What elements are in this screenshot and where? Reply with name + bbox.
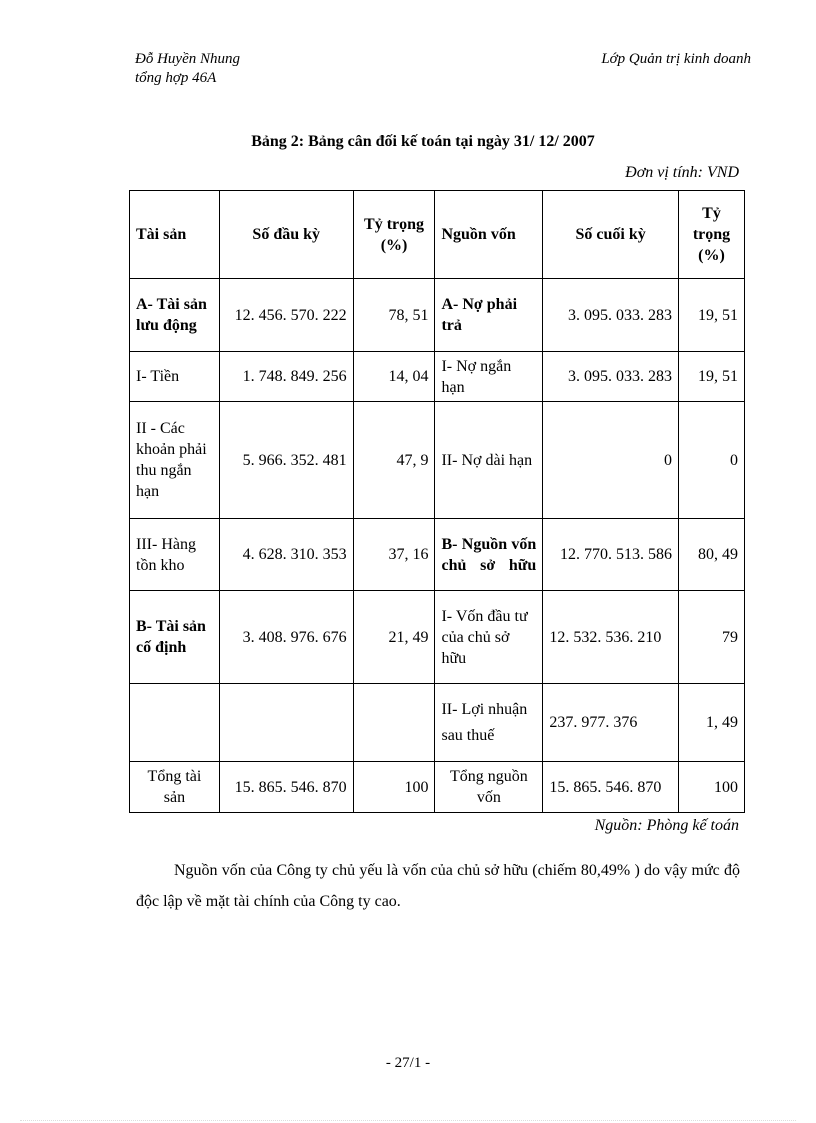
cell-ratio1: 47, 9 (353, 402, 435, 519)
cell-asset (130, 684, 220, 762)
cell-capital: II- Lợi nhuận sau thuế (435, 684, 543, 762)
cell-capital: I- Nợ ngắn hạn (435, 352, 543, 402)
cell-closing: 12. 532. 536. 210 (543, 591, 679, 684)
page-number: - 27/1 - (385, 1055, 431, 1071)
cell-ratio2: 79 (679, 591, 745, 684)
cell-ratio2: 80, 49 (679, 519, 745, 591)
cell-opening: 4. 628. 310. 353 (219, 519, 353, 591)
header-closing: Số cuối kỳ (543, 191, 679, 279)
balance-sheet-table (129, 190, 745, 813)
cell-ratio1: 37, 16 (353, 519, 435, 591)
cell-ratio1: 100 (353, 762, 435, 813)
cell-capital: A- Nợ phải trả (435, 279, 543, 352)
table-row (130, 352, 745, 402)
table-row (130, 279, 745, 352)
paragraph-text: Nguồn vốn của Công ty chủ yếu là vốn của chủ sở hữu (chiếm 80,49% ) do vậy mức độ độc lập về mặt tài chính của Công ty cao. (136, 862, 740, 910)
table-title: Bảng 2: Bảng cân đối kế toán tại ngày 31/ 12/ 2007 (251, 133, 595, 150)
cell-ratio1: 14, 04 (353, 352, 435, 402)
cell-ratio2: 100 (679, 762, 745, 813)
header-class: Lớp Quản trị kinh doanh (601, 51, 751, 67)
cell-closing: 15. 865. 546. 870 (543, 762, 679, 813)
table-row (130, 684, 745, 762)
cell-closing: 3. 095. 033. 283 (543, 352, 679, 402)
cell-ratio2: 19, 51 (679, 279, 745, 352)
body-paragraph (136, 855, 740, 917)
header-opening: Số đầu kỳ (219, 191, 353, 279)
cell-asset: II - Các khoản phải thu ngắn hạn (130, 402, 220, 519)
cell-capital: II- Nợ dài hạn (435, 402, 543, 519)
header-author (135, 50, 240, 88)
header-assets: Tài sản (130, 191, 220, 279)
cell-closing: 237. 977. 376 (543, 684, 679, 762)
cell-closing: 3. 095. 033. 283 (543, 279, 679, 352)
cell-asset: B- Tài sản cố định (130, 591, 220, 684)
cell-opening: 15. 865. 546. 870 (219, 762, 353, 813)
cell-asset: A- Tài sản lưu động (130, 279, 220, 352)
cell-ratio1 (353, 684, 435, 762)
page-footer-line (20, 1120, 796, 1121)
cell-ratio2: 19, 51 (679, 352, 745, 402)
cell-opening: 3. 408. 976. 676 (219, 591, 353, 684)
cell-opening: 1. 748. 849. 256 (219, 352, 353, 402)
cell-opening (219, 684, 353, 762)
table-row (130, 402, 745, 519)
cell-capital: I- Vốn đầu tư của chủ sở hữu (435, 591, 543, 684)
cell-closing: 12. 770. 513. 586 (543, 519, 679, 591)
table-total-row (130, 762, 745, 813)
author-class: tổng hợp 46A (135, 70, 217, 86)
cell-asset: III- Hàng tồn kho (130, 519, 220, 591)
cell-ratio2: 1, 49 (679, 684, 745, 762)
cell-opening: 5. 966. 352. 481 (219, 402, 353, 519)
cell-closing: 0 (543, 402, 679, 519)
header-ratio2: Tỷ trọng (%) (679, 191, 745, 279)
header-capital: Nguồn vốn (435, 191, 543, 279)
table-row (130, 519, 745, 591)
cell-capital: Tổng nguồn vốn (435, 762, 543, 813)
cell-ratio1: 21, 49 (353, 591, 435, 684)
cell-asset: I- Tiền (130, 352, 220, 402)
cell-asset: Tổng tài sản (130, 762, 220, 813)
cell-capital: B- Nguồn vốn chủ sở hữu (435, 519, 543, 591)
cell-ratio2: 0 (679, 402, 745, 519)
header-ratio1: Tỷ trọng (%) (353, 191, 435, 279)
author-name: Đỗ Huyền Nhung (135, 51, 240, 67)
cell-ratio1: 78, 51 (353, 279, 435, 352)
source-note: Nguồn: Phòng kế toán (594, 817, 739, 834)
cell-opening: 12. 456. 570. 222 (219, 279, 353, 352)
table-row (130, 591, 745, 684)
table-header-row (130, 191, 745, 279)
unit-note: Đơn vị tính: VND (625, 164, 739, 181)
